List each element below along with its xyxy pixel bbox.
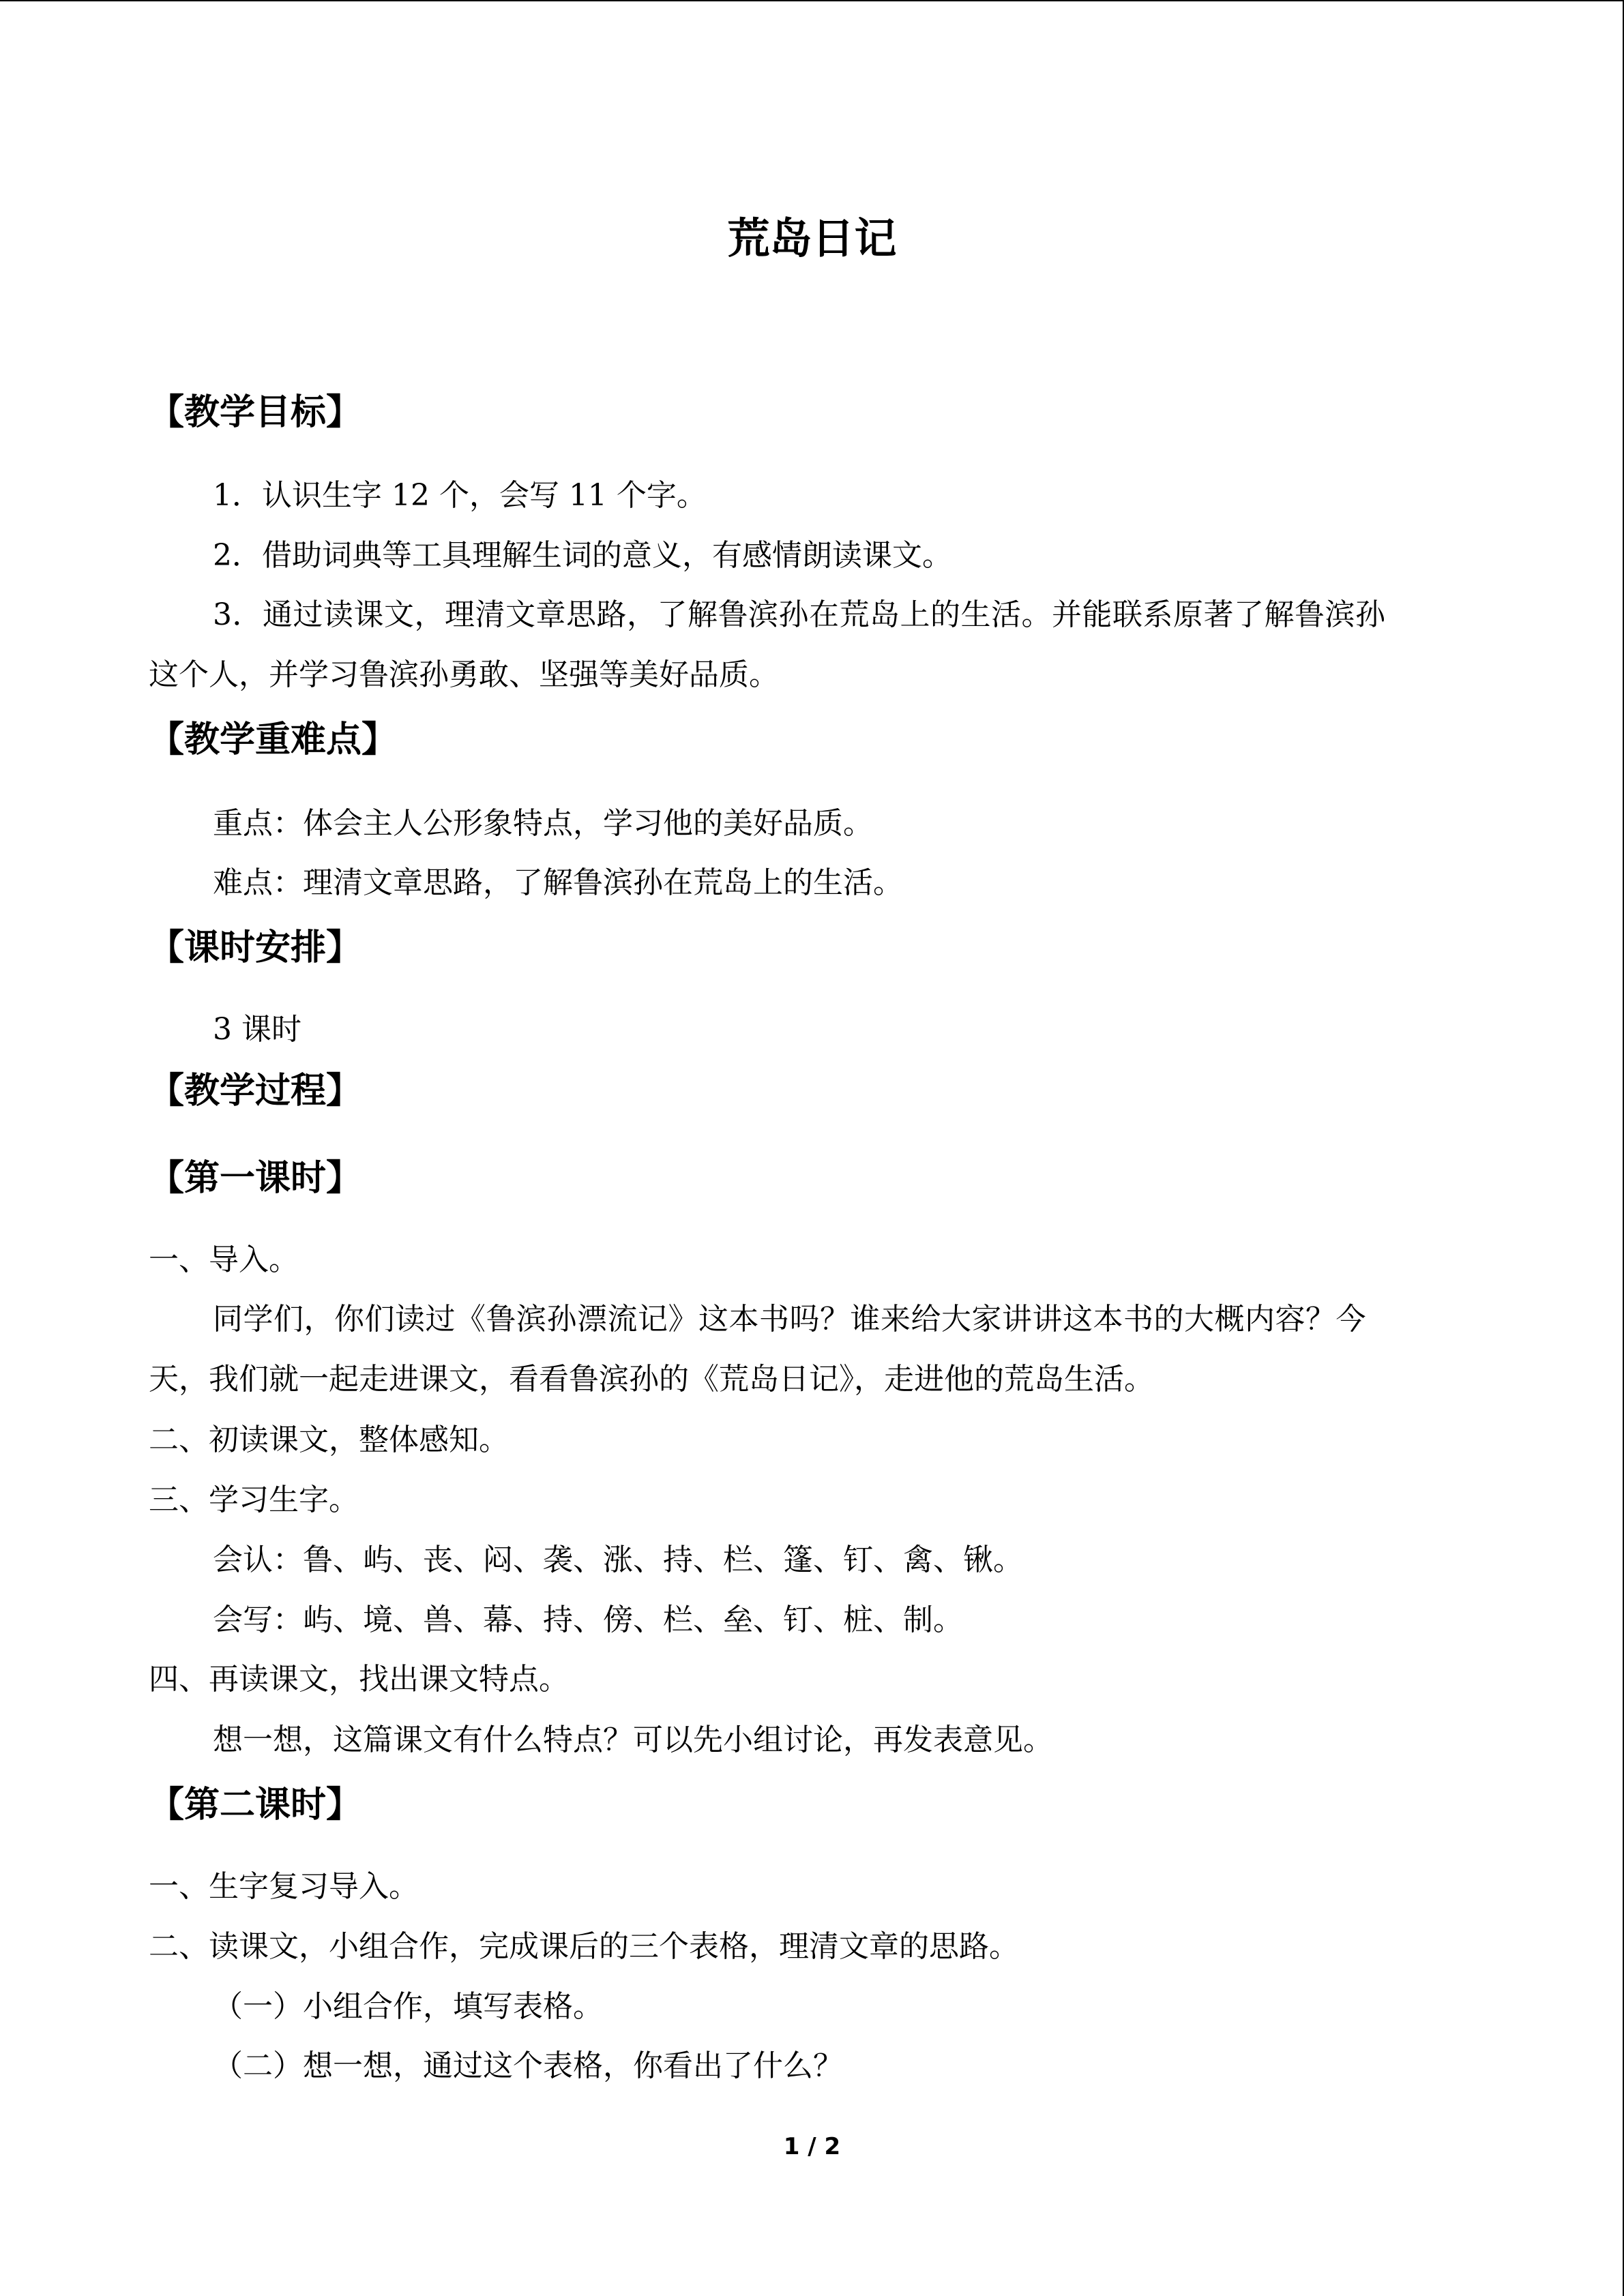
lesson1-step-1-para-line-2: 天，我们就一起走进课文，看看鲁滨孙的《荒岛日记》，走进他的荒岛生活。 [149, 1362, 1154, 1397]
goal-3-line-2: 这个人，并学习鲁滨孙勇敢、坚强等美好品质。 [149, 657, 779, 692]
lesson1-write-characters: 会写：屿、境、兽、幕、持、傍、栏、垒、钉、桩、制。 [213, 1602, 963, 1637]
heading-lesson-1: 【第一课时】 [149, 1158, 362, 1199]
document-title: 荒岛日记 [727, 213, 897, 263]
goal-3-line-1: 3．通过读课文，理清文章思路，了解鲁滨孙在荒岛上的生活。并能联系原著了解鲁滨孙 [213, 597, 1386, 632]
lesson1-step-3: 三、学习生字。 [149, 1482, 359, 1517]
lesson1-step-2: 二、初读课文，整体感知。 [149, 1422, 509, 1457]
key-point: 重点：体会主人公形象特点，学习他的美好品质。 [213, 806, 873, 841]
lesson2-step-2: 二、读课文，小组合作，完成课后的三个表格，理清文章的思路。 [149, 1929, 1019, 1964]
goal-1: 1．认识生字 12 个，会写 11 个字。 [213, 478, 707, 513]
lesson1-step-4: 四、再读课文，找出课文特点。 [149, 1662, 569, 1697]
lesson1-read-characters: 会认：鲁、屿、丧、闷、袭、涨、持、栏、篷、钉、禽、锹。 [213, 1542, 1023, 1577]
difficult-point: 难点：理清文章思路，了解鲁滨孙在荒岛上的生活。 [213, 865, 903, 900]
page-number: 1 / 2 [783, 2133, 841, 2160]
lesson1-step-4-para: 想一想，这篇课文有什么特点？可以先小组讨论，再发表意见。 [213, 1723, 1053, 1757]
lesson2-step-2-b: （二）想一想，通过这个表格，你看出了什么？ [213, 2048, 843, 2083]
heading-teaching-process: 【教学过程】 [149, 1071, 362, 1112]
heading-schedule: 【课时安排】 [149, 927, 362, 968]
schedule-text: 3 课时 [213, 1012, 301, 1047]
lesson1-step-1-para-line-1: 同学们，你们读过《鲁滨孙漂流记》这本书吗？谁来给大家讲讲这本书的大概内容？今 [213, 1302, 1366, 1337]
goal-2: 2．借助词典等工具理解生词的意义，有感情朗读课文。 [213, 538, 952, 573]
lesson2-step-1: 一、生字复习导入。 [149, 1869, 419, 1904]
heading-lesson-2: 【第二课时】 [149, 1785, 362, 1825]
lesson1-step-1: 一、导入。 [149, 1242, 299, 1277]
heading-key-points: 【教学重难点】 [149, 719, 398, 760]
heading-teaching-goals: 【教学目标】 [149, 392, 362, 433]
lesson2-step-2-a: （一）小组合作，填写表格。 [213, 1989, 603, 2024]
